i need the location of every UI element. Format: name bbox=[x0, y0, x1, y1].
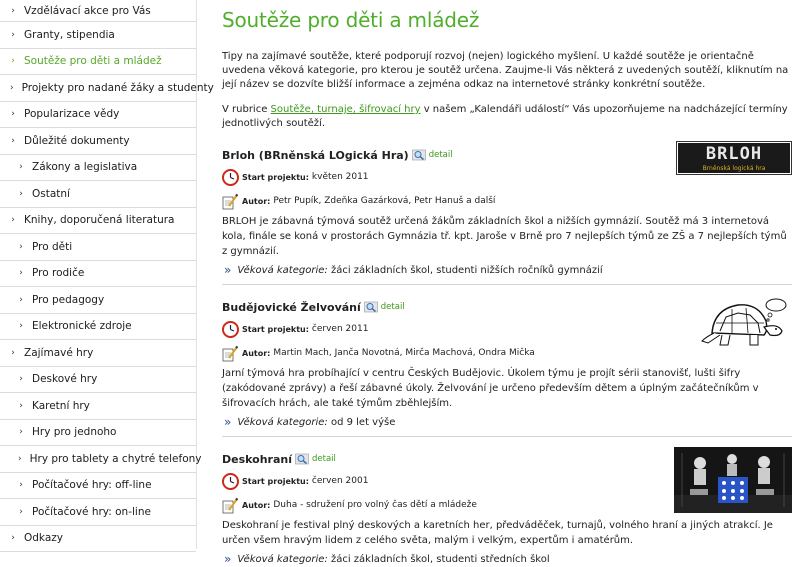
sidebar-item-12[interactable] bbox=[0, 314, 196, 341]
article-brloh: BRLOH Brněnská logická hra Brloh (BRněnská LOgická Hra) detail Start projektu: květen 2011 Autor: Petr Pupík, Zdeňka Gazárková, Petr Hanuš a další BRLOH je zábavná týmová soutěž určená žákům základních škol a nižších gymnázií. Soutěž má 3 internetová kola, finále se koná v prostorách Gymnázia tř. kpt. Jaroše v Brně pro 7 nejlepších týmů ze ZŠ a 7 nejlepších týmů z gymnázií. » Věková kategorie: žáci základních škol, studenti nižších ročníků gymnázií bbox=[222, 147, 792, 285]
sidebar-item-label: Důležité dokumenty bbox=[24, 134, 130, 147]
chevron-right-icon: › bbox=[19, 241, 23, 252]
author-icon bbox=[222, 193, 239, 210]
detail-link[interactable]: detail bbox=[295, 453, 336, 465]
sidebar-item-label: Popularizace vědy bbox=[24, 108, 120, 121]
deskohrani-image[interactable] bbox=[674, 447, 792, 513]
start-date: květen 2011 bbox=[311, 172, 369, 182]
author-icon bbox=[222, 345, 239, 362]
chevron-right-icon: › bbox=[19, 162, 23, 173]
clock-icon bbox=[222, 321, 239, 338]
sidebar-item-label: Počítačové hry: off-line bbox=[32, 479, 152, 492]
sidebar-item-13[interactable] bbox=[0, 340, 196, 367]
article-deskohrani: Deskohraní detail Start projektu: červen 2001 Autor: Duha - sdružení pro volný čas dětí a mládeže Deskohraní je festival plný deskových a karetních her, předváděček, turnajů, volného hraní a jiných atrakcí. Je určen všem hravým lidem z celého světa, malým i velkým, expertům i amatérům. » Věková kategorie: žáci základních škol, studenti středních škol bbox=[222, 451, 792, 567]
sidebar-item-15[interactable] bbox=[0, 393, 196, 420]
sidebar-item-label: Pro pedagogy bbox=[32, 293, 105, 306]
sidebar-item-label: Hry pro jednoho bbox=[32, 426, 117, 439]
page-title: Soutěže pro děti a mládež bbox=[222, 8, 480, 32]
chevron-right-icon: › bbox=[19, 400, 23, 411]
sidebar-item-10[interactable] bbox=[0, 261, 196, 288]
sidebar-item-label: Zákony a legislativa bbox=[32, 161, 138, 174]
chevron-right-icon: › bbox=[11, 215, 15, 226]
article-title-link[interactable]: Brloh (BRněnská LOgická Hra) bbox=[222, 148, 409, 162]
clock-icon bbox=[222, 473, 239, 490]
intro-text: Tipy na zajímavé soutěže, které podporují rozvoj (nejen) logického myšlení. U každé soutěže je orientačně uvedena věková kategorie, pro kterou je soutěž určena. Zaujme-li Vás některá z uvedených soutěží, kliknutím na její název se dozvíte bližší informace a zejména odkaz na internetové stránky konkrétní soutěže. bbox=[222, 51, 789, 90]
sidebar-item-label: Pro rodiče bbox=[32, 267, 85, 280]
main-content bbox=[222, 0, 792, 567]
detail-link[interactable]: detail bbox=[364, 301, 405, 313]
sidebar-item-16[interactable] bbox=[0, 420, 196, 447]
chevron-right-icon: › bbox=[11, 109, 15, 120]
sidebar-item-label: Knihy, doporučená literatura bbox=[24, 214, 175, 227]
clock-icon bbox=[222, 169, 239, 186]
age-category: žáci základních škol, studenti středních škol bbox=[330, 553, 550, 565]
age-category: od 9 let výše bbox=[330, 416, 396, 428]
sidebar-item-18[interactable] bbox=[0, 473, 196, 500]
article-zelvovani: Budějovické Želvování detail Start projektu: červen 2011 Autor: Martin Mach, Janča Novotná, Mirča Machová, Ondra Mička Jarní týmová hra probíhající v centru Českých Budějovic. Úkolem týmu je projít sérii stanovišť, lušti šifry (zakódované zprávy) a řeší zábavné úkoly. Želvování je určeno především dětem a úplným začátečníkům v šifrovacích hrách, ale také týmům zběhlejším. » Věková kategorie: od 9 let výše bbox=[222, 299, 792, 437]
chevron-right-icon: › bbox=[19, 188, 23, 199]
author-names: Duha - sdružení pro volný čas dětí a mládeže bbox=[273, 500, 477, 510]
sidebar-item-4[interactable] bbox=[0, 102, 196, 129]
sidebar-item-label: Karetní hry bbox=[32, 399, 90, 412]
chevron-right-icon: › bbox=[19, 480, 23, 491]
author-names: Martin Mach, Janča Novotná, Mirča Machová, Ondra Mička bbox=[273, 348, 535, 358]
author-icon bbox=[222, 497, 239, 514]
age-category: žáci základních škol, studenti nižších ročníků gymnázií bbox=[330, 264, 603, 276]
chevron-right-icon: › bbox=[11, 135, 15, 146]
sidebar-item-20[interactable] bbox=[0, 526, 196, 553]
sidebar-item-5[interactable] bbox=[0, 128, 196, 155]
intro-calendar-text: V rubrice Soutěže, turnaje, šifrovací hry v našem „Kalendáři událostí“ Vás upozorňujeme na nadcházející termíny jednotlivých soutěží. bbox=[222, 104, 788, 129]
sidebar-item-0[interactable] bbox=[0, 0, 196, 22]
sidebar-item-label: Ostatní bbox=[32, 187, 70, 200]
chevron-right-icon: › bbox=[19, 294, 23, 305]
sidebar-item-6[interactable] bbox=[0, 155, 196, 182]
chevron-right-icon: › bbox=[11, 5, 15, 16]
raquo-icon: » bbox=[224, 263, 232, 277]
chevron-right-icon: › bbox=[19, 374, 23, 385]
brloh-logo-subtitle: Brněnská logická hra bbox=[702, 165, 766, 172]
chevron-right-icon: › bbox=[19, 268, 23, 279]
sidebar-item-1[interactable] bbox=[0, 22, 196, 49]
chevron-right-icon: › bbox=[11, 56, 15, 67]
sidebar-nav bbox=[0, 0, 214, 549]
sidebar-item-2[interactable] bbox=[0, 49, 196, 76]
article-description: Jarní týmová hra probíhající v centru Českých Budějovic. Úkolem týmu je projít sérii stanovišť, lušti šifry (zakódované zprávy) a řeší zábavné úkoly. Želvování je určeno především dětem a úplným začátečníkům v šifrovacích hrách, ale také týmům zběhlejším. bbox=[222, 368, 759, 409]
chevron-right-icon: › bbox=[11, 29, 15, 40]
sidebar-item-14[interactable] bbox=[0, 367, 196, 394]
chevron-right-icon: › bbox=[19, 427, 23, 438]
sidebar-item-11[interactable] bbox=[0, 287, 196, 314]
turtle-image[interactable] bbox=[692, 291, 792, 349]
calendar-link[interactable]: Soutěže, turnaje, šifrovací hry bbox=[270, 104, 421, 115]
sidebar-item-label: Vzdělávací akce pro Vás bbox=[24, 4, 151, 17]
sidebar-item-3[interactable] bbox=[0, 75, 214, 102]
sidebar-item-label: Počítačové hry: on-line bbox=[32, 505, 151, 518]
sidebar-item-9[interactable] bbox=[0, 234, 196, 261]
sidebar-item-label: Deskové hry bbox=[32, 373, 98, 386]
sidebar-item-label: Soutěže pro děti a mládež bbox=[24, 55, 162, 68]
sidebar-item-8[interactable] bbox=[0, 208, 196, 235]
author-names: Petr Pupík, Zdeňka Gazárková, Petr Hanuš a další bbox=[273, 196, 496, 206]
brloh-logo-text: BRLOH bbox=[705, 144, 763, 164]
sidebar-item-7[interactable] bbox=[0, 181, 196, 208]
chevron-right-icon: › bbox=[19, 321, 23, 332]
chevron-right-icon: › bbox=[18, 453, 22, 464]
sidebar-item-label: Pro děti bbox=[32, 240, 73, 253]
magnifier-icon bbox=[364, 301, 379, 313]
raquo-icon: » bbox=[224, 552, 232, 566]
sidebar-item-label: Granty, stipendia bbox=[24, 28, 115, 41]
sidebar-item-19[interactable] bbox=[0, 499, 196, 526]
chevron-right-icon: › bbox=[11, 533, 15, 544]
brloh-logo[interactable] bbox=[676, 141, 792, 175]
start-date: červen 2011 bbox=[311, 324, 369, 334]
chevron-right-icon: › bbox=[19, 506, 23, 517]
article-divider bbox=[222, 284, 792, 285]
sidebar-item-17[interactable] bbox=[0, 446, 202, 473]
article-divider bbox=[222, 436, 792, 437]
article-description: BRLOH je zábavná týmová soutěž určená žákům základních škol a nižších gymnázií. Soutěž má 3 internetová kola, finále se koná v prostorách Gymnázia tř. kpt. Jaroše v Brně pro 7 nejlepších týmů ze ZŠ a 7 nejlepších týmů z gymnázií. bbox=[222, 216, 787, 257]
sidebar-item-label: Elektronické zdroje bbox=[32, 320, 132, 333]
magnifier-icon bbox=[412, 149, 427, 161]
start-date: červen 2001 bbox=[311, 476, 369, 486]
sidebar-item-label: Odkazy bbox=[24, 532, 63, 545]
sidebar-item-label: Hry pro tablety a chytré telefony bbox=[29, 452, 202, 465]
chevron-right-icon: › bbox=[11, 347, 15, 358]
chevron-right-icon: › bbox=[10, 82, 14, 93]
magnifier-icon bbox=[295, 453, 310, 465]
article-title-link[interactable]: Deskohraní bbox=[222, 452, 292, 466]
detail-link[interactable]: detail bbox=[412, 149, 453, 161]
sidebar-item-label: Zajímavé hry bbox=[24, 346, 94, 359]
article-description: Deskohraní je festival plný deskových a karetních her, předváděček, turnajů, volného hraní a jiných atrakcí. Je určen všem hravým lidem z celého světa, malým i velkým, expertům i amatérům. bbox=[222, 520, 773, 546]
raquo-icon: » bbox=[224, 415, 232, 429]
sidebar-item-label: Projekty pro nadané žáky a studenty bbox=[21, 81, 214, 94]
article-title-link[interactable]: Budějovické Želvování bbox=[222, 300, 361, 314]
